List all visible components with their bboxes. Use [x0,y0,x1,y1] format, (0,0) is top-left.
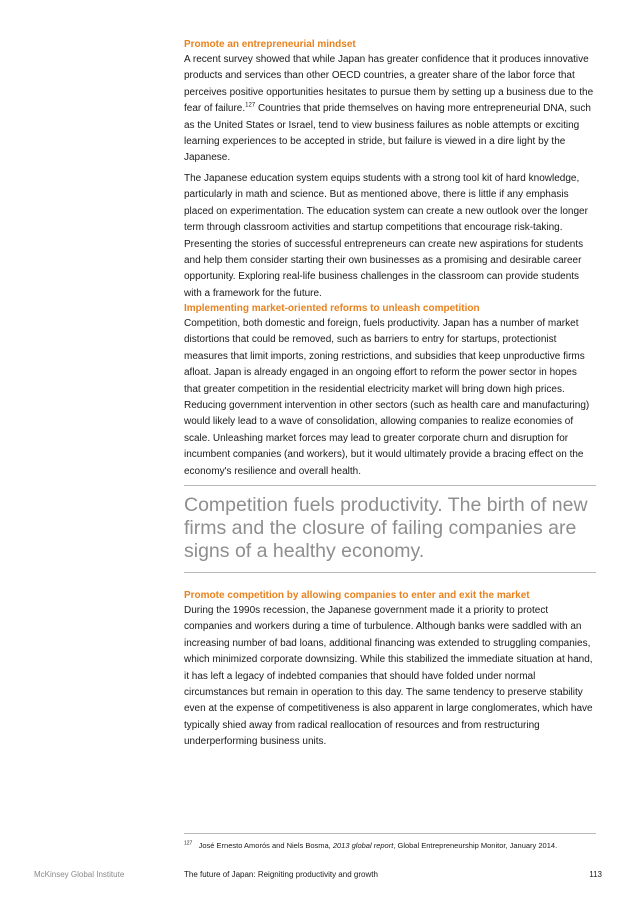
pullquote-top-rule [184,485,596,486]
footnote [184,841,596,851]
body-paragraph: Competition, both domestic and foreign, fuels productivity. Japan has a number of market distortions that could be removed, such as barriers to entry for startups, protectionist measures that limit imports, zoning restrictions, and subsidies that keep unproductive firms afloat. Japan is already engaged in an ongoing effort to reform the power sector in hopes that greater competition in the residential electricity market will bring down high prices. Reducing government intervention in other sectors (such as health care and manufacturing) would likely lead to a wave of consolidation, allowing companies to realize economies of scale. Unleashing market forces may lead to greater corporate churn and disruption for incumbent companies (and workers), but it would ultimately provide a bracing effect on the economy's resilience and overall health. [184,318,590,477]
footnote-number: 127 [184,840,193,847]
footer-organization: McKinsey Global Institute [34,870,125,879]
footer-document-title: The future of Japan: Reigniting productivity and growth [184,870,378,879]
body-paragraph [184,52,596,167]
section-heading: Implementing market-oriented reforms to unleash competition [184,303,480,314]
paragraph-text: Countries that pride themselves on having more entrepreneurial DNA, such as the United States or Israel, tend to view business failures as noble attempts or exciting learning experiences to be accepted in stride, but failure is viewed in a dire light by the Japanese. [184,103,591,164]
footnote-title: 2013 global report [332,841,394,850]
pullquote-bottom-rule [184,572,596,573]
pull-quote: Competition fuels productivity. The birth of new firms and the closure of failing companies are signs of a healthy economy. [184,494,588,562]
section-heading: Promote competition by allowing companies to enter and exit the market [184,590,530,601]
page-number: 113 [589,870,602,879]
footnote-rule [184,833,596,834]
section-entrepreneurial-mindset [184,38,596,167]
body-paragraph: The Japanese education system equips students with a strong tool kit of hard knowledge, particularly in math and science. But as mentioned above, there is little if any emphasis placed on experimentation. The education system can create a new outlook over the longer term through classroom activities and startup competitions that encourage risk-taking. Presenting the stories of successful entrepreneurs can create new aspirations for students and help them consider starting their own businesses as a promising and desirable career opportunity. Exploring real-life business challenges in the classroom can provide students with a framework for the future. [184,173,588,299]
section-enter-exit-market [184,589,596,751]
footnote-authors: José Ernesto Amorós and Niels Bosma, [198,841,333,850]
paragraph-text: A recent survey showed that while Japan has greater confidence that it produces innovative products and services than other OECD countries, a greater share of the labor force that perceives positive opportunities hesitates to pursue them by setting up a business due to the fear of failure. [184,54,594,115]
section-heading: Promote an entrepreneurial mindset [184,39,356,50]
footnote-source: , Global Entrepreneurship Monitor, January 2014. [393,841,558,850]
body-paragraph: During the 1990s recession, the Japanese government made it a priority to protect companies and workers during a time of turbulence. Although banks were saddled with an increasing number of bad loans, additional financing was extended to struggling companies, which minimized corporate downsizing. While this stabilized the immediate situation at hand, it has left a legacy of indebted companies that should have folded under normal circumstances but remain in operation to this day. The same tendency to preserve stability even at the expense of competitiveness is also apparent in large conglomerates, which have typically shied away from radical reallocation of resources and from restructuring underperforming business units. [184,605,593,748]
footnote-reference[interactable]: 127 [245,102,256,109]
section-market-reforms [184,302,596,480]
